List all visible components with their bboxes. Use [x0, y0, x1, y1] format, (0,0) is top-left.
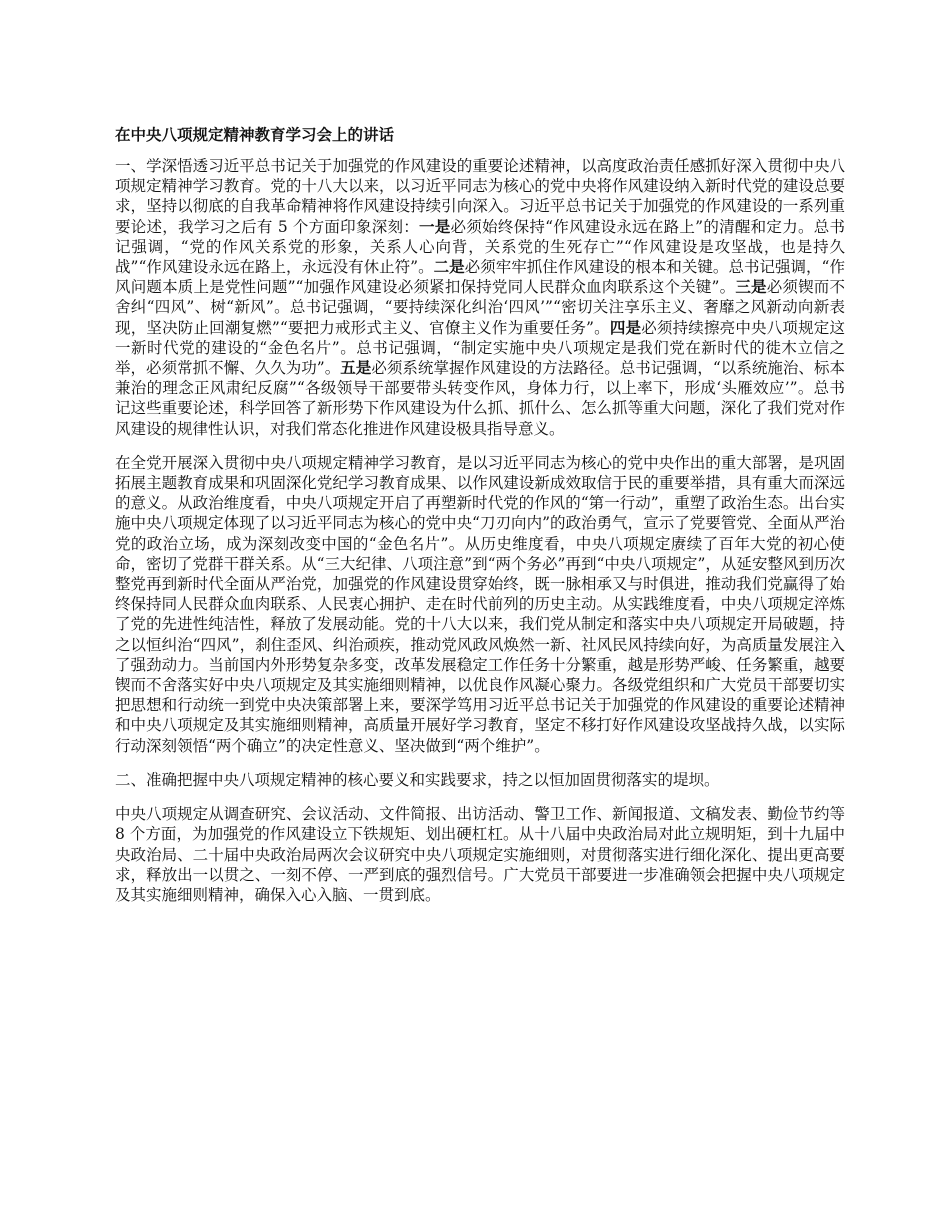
paragraph-2 — [115, 453, 845, 756]
paragraph-1-text: 必须锲而不舍纠“四风”、树“新风”。总书记强调，“要持续深化纠治‘四风’”“密切关注享乐主义、奢靡之风新动向新表现，坚决防止回潮复燃”“要把力戒形式主义、官僚主义作为重要任务”。 — [115, 278, 845, 337]
paragraph-1-text: 一、学深悟透习近平总书记关于加强党的作风建设的重要论述精神，以高度政治责任感抓好深入贯彻中央八项规定精神学习教育。党的十八大以来，以习近平同志为核心的党中央将作风建设纳入新时代党的建设总要求，坚持以彻底的自我革命精神将作风建设持续引向深入。习近平总书记关于加强党的作风建设的一系列重要论述，我学习之后有 5 个方面印象深刻： — [115, 157, 845, 236]
section-heading-2-text: 二、准确把握中央八项规定精神的核心要义和实践要求，持之以恒加固贯彻落实的堤坝。 — [115, 770, 720, 789]
document-page — [115, 123, 845, 919]
paragraph-1-text: 必须始终保持“作风建设永远在路上”的清醒和定力。总书记强调，“党的作风关系党的形象，关系人心向背，关系党的生死存亡”“作风建设是攻坚战，也是持久战”“作风建设永远在路上，永远没有休止符”。 — [115, 217, 845, 277]
paragraph-1-text: 必须系统掌握作风建设的方法路径。总书记强调，“以系统施治、标本兼治的理念正风肃纪反腐”“各级领导干部要带头转变作风，身体力行，以上率下，形成‘头雁效应’”。总书记这些重要论述，科学回答了新形势下作风建设为什么抓、抓什么、怎么抓等重大问题，深化了我们党对作风建设的规律性认识，对我们常态化推进作风建设极具指导意义。 — [115, 359, 845, 438]
paragraph-1-text: 必须持续擦亮中央八项规定这一新时代党的建设的“金色名片”。总书记强调，“制定实施中央八项规定是我们党在新时代的徙木立信之举，必须常抓不懈、久久为功”。 — [115, 318, 845, 378]
emphasis-fifth: 五是 — [340, 359, 372, 378]
emphasis-third: 三是 — [735, 278, 767, 297]
emphasis-second: 二是 — [433, 258, 465, 277]
paragraph-4 — [115, 804, 845, 905]
document-title: 在中央八项规定精神教育学习会上的讲话 — [115, 126, 395, 144]
section-heading-2 — [115, 770, 845, 790]
paragraph-1 — [115, 156, 845, 439]
paragraph-2-text: 在全党开展深入贯彻中央八项规定精神学习教育，是以习近平同志为核心的党中央作出的重大部署，是巩固拓展主题教育成果和巩固深化党纪学习教育成果、以作风建设新成效取信于民的重要举措，具有重大而深远的意义。从政治维度看，中央八项规定开启了再塑新时代党的作风的“第一行动”，重塑了政治生态。出台实施中央八项规定体现了以习近平同志为核心的党中央“刀刃向内”的政治勇气，宣示了党要管党、全面从严治党的政治立场，成为深刻改变中国的“金色名片”。从历史维度看，中央八项规定赓续了百年大党的初心使命，密切了党群干群关系。从“三大纪律、八项注意”到“两个务必”再到“中央八项规定”，从延安整风到历次整党再到新时代全面从严治党，加强党的作风建设贯穿始终，既一脉相承又与时俱进，推动我们党赢得了始终保持同人民群众血肉联系、人民衷心拥护、走在时代前列的历史主动。从实践维度看，中央八项规定淬炼了党的先进性纯洁性，释放了发展动能。党的十八大以来，我们党从制定和落实中央八项规定开局破题，持之以恒纠治“四风”，刹住歪风、纠治顽疾，推动党风政风焕然一新、社风民风持续向好，为高质量发展注入了强劲动力。当前国内外形势复杂多变，改革发展稳定工作任务十分繁重，越是形势严峻、任务繁重，越要锲而不舍落实好中央八项规定及其实施细则精神，以优良作风凝心聚力。各级党组织和广大党员干部要切实把思想和行动统一到党中央决策部署上来，要深学笃用习近平总书记关于加强党的作风建设的重要论述精神和中央八项规定及其实施细则精神，高质量开展好学习教育，坚定不移打好作风建设攻坚战持久战，以实际行动深刻领悟“两个确立”的决定性意义、坚决做到“两个维护”。 — [115, 453, 845, 755]
emphasis-fourth: 四是 — [609, 318, 642, 337]
paragraph-4-text: 中央八项规定从调查研究、会议活动、文件简报、出访活动、警卫工作、新闻报道、文稿发表、勤俭节约等 8 个方面，为加强党的作风建设立下铁规矩、划出硬杠杠。从十八届中央政治局对此立规明矩，到十九届中央政治局、二十届中央政治局两次会议研究中央八项规定实施细则，对贯彻落实进行细化深化、提出更高要求，释放出一以贯之、一刻不停、一严到底的强烈信号。广大党员干部要进一步准确领会把握中央八项规定及其实施细则精神，确保入心入脑、一贯到底。 — [115, 805, 845, 904]
emphasis-first: 一是 — [419, 217, 451, 236]
paragraph-1-text: 必须牢牢抓住作风建设的根本和关键。总书记强调，“作风问题本质上是党性问题”“加强作风建设必须紧扣保持党同人民群众血肉联系这个关键”。 — [115, 258, 845, 297]
